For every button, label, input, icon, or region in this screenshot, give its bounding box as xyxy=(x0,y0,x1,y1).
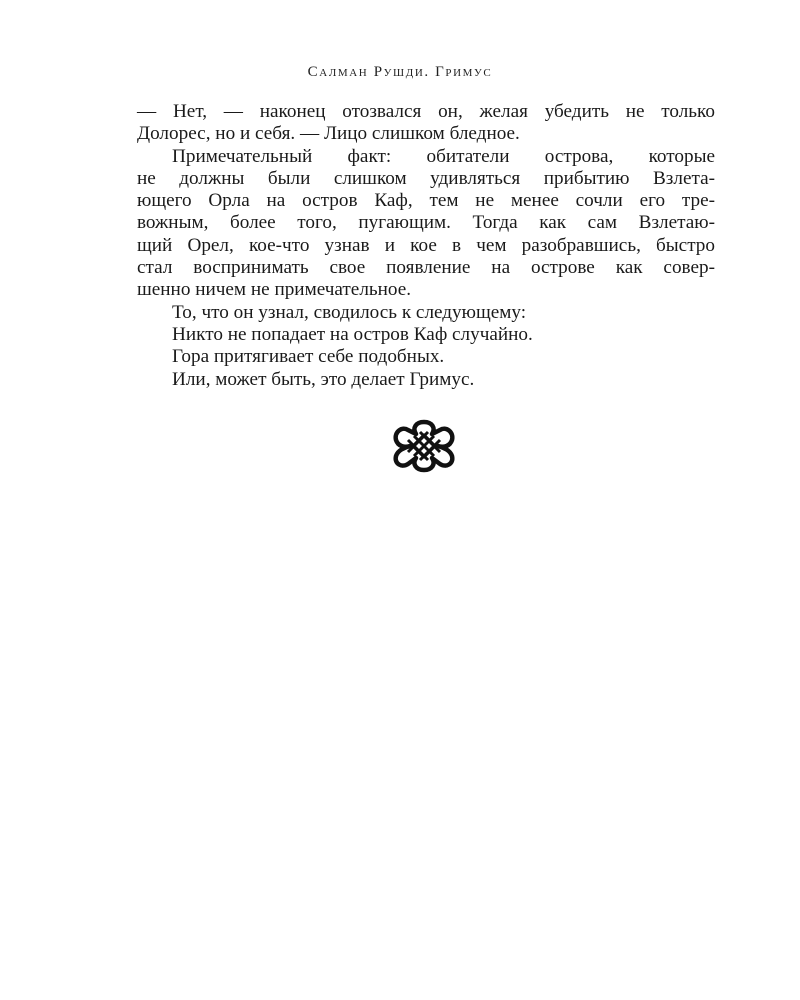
running-head: Салман Рушди. Гримус xyxy=(307,64,493,80)
text-line: — Нет, — наконец отозвался он, желая убедить не только xyxy=(137,101,715,122)
text-line: Гора притягивает себе подобных. xyxy=(172,346,445,368)
text-line: стал воспринимать свое появление на острове как совер- xyxy=(137,257,715,279)
text-line: шенно ничем не примечательное. xyxy=(137,279,412,301)
text-line: не должны были слишком удивляться прибытию Взлета- xyxy=(137,167,715,189)
text-line: Или, может быть, это делает Гримус. xyxy=(172,368,475,390)
text-line: Долорес, но и себя. — Лицо слишком бледное. xyxy=(137,123,520,145)
body-text xyxy=(137,101,715,391)
text-line: Примечательный факт: обитатели острова, которые xyxy=(172,145,715,167)
endless-knot-icon xyxy=(392,418,456,474)
text-line: вожным, более того, пугающим. Тогда как сам Взлетаю- xyxy=(137,212,715,234)
text-line: щий Орел, кое-что узнав и кое в чем разобравшись, быстро xyxy=(137,234,715,256)
text-line: ющего Орла на остров Каф, тем не менее сочли его тре- xyxy=(137,190,715,212)
text-line: Никто не попадает на остров Каф случайно. xyxy=(172,323,533,345)
text-line: То, что он узнал, сводилось к следующему: xyxy=(172,301,527,323)
